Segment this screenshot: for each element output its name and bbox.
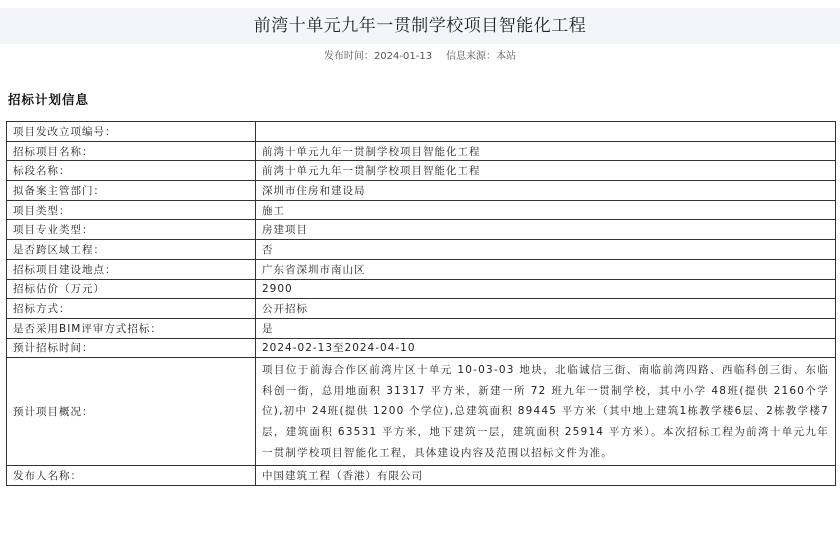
source-value: 本站 bbox=[496, 51, 517, 62]
table-row bbox=[7, 299, 836, 319]
table-row bbox=[7, 220, 836, 240]
row-label: 项目类型： bbox=[7, 200, 256, 220]
row-label: 招标项目名称： bbox=[7, 141, 256, 161]
table-row bbox=[7, 141, 836, 161]
row-value: 2024-02-13至2024-04-10 bbox=[256, 338, 836, 358]
row-value: 前湾十单元九年一贯制学校项目智能化工程 bbox=[256, 141, 836, 161]
row-label: 预计项目概况： bbox=[7, 358, 256, 466]
row-value: 公开招标 bbox=[256, 299, 836, 319]
row-label: 标段名称： bbox=[7, 161, 256, 181]
table-row bbox=[7, 240, 836, 260]
row-value: 2900 bbox=[256, 279, 836, 299]
row-value bbox=[256, 122, 836, 142]
publish-date: 2024-01-13 bbox=[373, 51, 433, 62]
table-row bbox=[7, 338, 836, 358]
table-row bbox=[7, 200, 836, 220]
row-value: 前湾十单元九年一贯制学校项目智能化工程 bbox=[256, 161, 836, 181]
tender-plan-table bbox=[6, 121, 836, 486]
row-label: 是否采用BIM评审方式招标： bbox=[7, 318, 256, 338]
row-label: 招标估价（万元） bbox=[7, 279, 256, 299]
row-label: 项目发改立项编号： bbox=[7, 122, 256, 142]
row-label: 拟备案主管部门： bbox=[7, 181, 256, 201]
row-value: 施工 bbox=[256, 200, 836, 220]
row-value: 房建项目 bbox=[256, 220, 836, 240]
table-row bbox=[7, 161, 836, 181]
row-value: 项目位于前海合作区前湾片区十单元 10-03-03 地块，北临诚信三街、南临前湾四路、西临科创三街、东临科创一街，总用地面积 31317 平方米，新建一所 72 班九年一贯制学校，其中小学 48班(提供 2160个学位),初中 24班(提供 1200 个学位),总建筑面积 89445 平方米（其中地上建筑1栋教学楼6层、2栋教学楼7层，建筑面积 63531 平方米，地下建筑一层，建筑面积 25914 平方米）。本次招标工程为前湾十单元九年一贯制学校项目智能化工程，具体建设内容及范围以招标文件为准。 bbox=[256, 358, 836, 466]
row-label: 是否跨区域工程： bbox=[7, 240, 256, 260]
publish-label: 发布时间： bbox=[323, 51, 374, 62]
row-value: 是 bbox=[256, 318, 836, 338]
row-label: 发布人名称： bbox=[7, 466, 256, 486]
table-row bbox=[7, 181, 836, 201]
row-label: 项目专业类型： bbox=[7, 220, 256, 240]
row-value: 否 bbox=[256, 240, 836, 260]
row-value: 深圳市住房和建设局 bbox=[256, 181, 836, 201]
source-label: 信息来源： bbox=[446, 51, 497, 62]
table-row bbox=[7, 122, 836, 142]
table-row bbox=[7, 259, 836, 279]
row-value: 广东省深圳市南山区 bbox=[256, 259, 836, 279]
table-row bbox=[7, 318, 836, 338]
page-title: 前湾十单元九年一贯制学校项目智能化工程 bbox=[253, 16, 587, 36]
table-row bbox=[7, 466, 836, 486]
publish-meta bbox=[0, 47, 840, 63]
row-label: 招标方式： bbox=[7, 299, 256, 319]
section-heading: 招标计划信息 bbox=[8, 92, 90, 107]
table-row bbox=[7, 358, 836, 466]
row-label: 招标项目建设地点： bbox=[7, 259, 256, 279]
row-label: 预计招标时间： bbox=[7, 338, 256, 358]
table-row bbox=[7, 279, 836, 299]
row-value: 中国建筑工程（香港）有限公司 bbox=[256, 466, 836, 486]
